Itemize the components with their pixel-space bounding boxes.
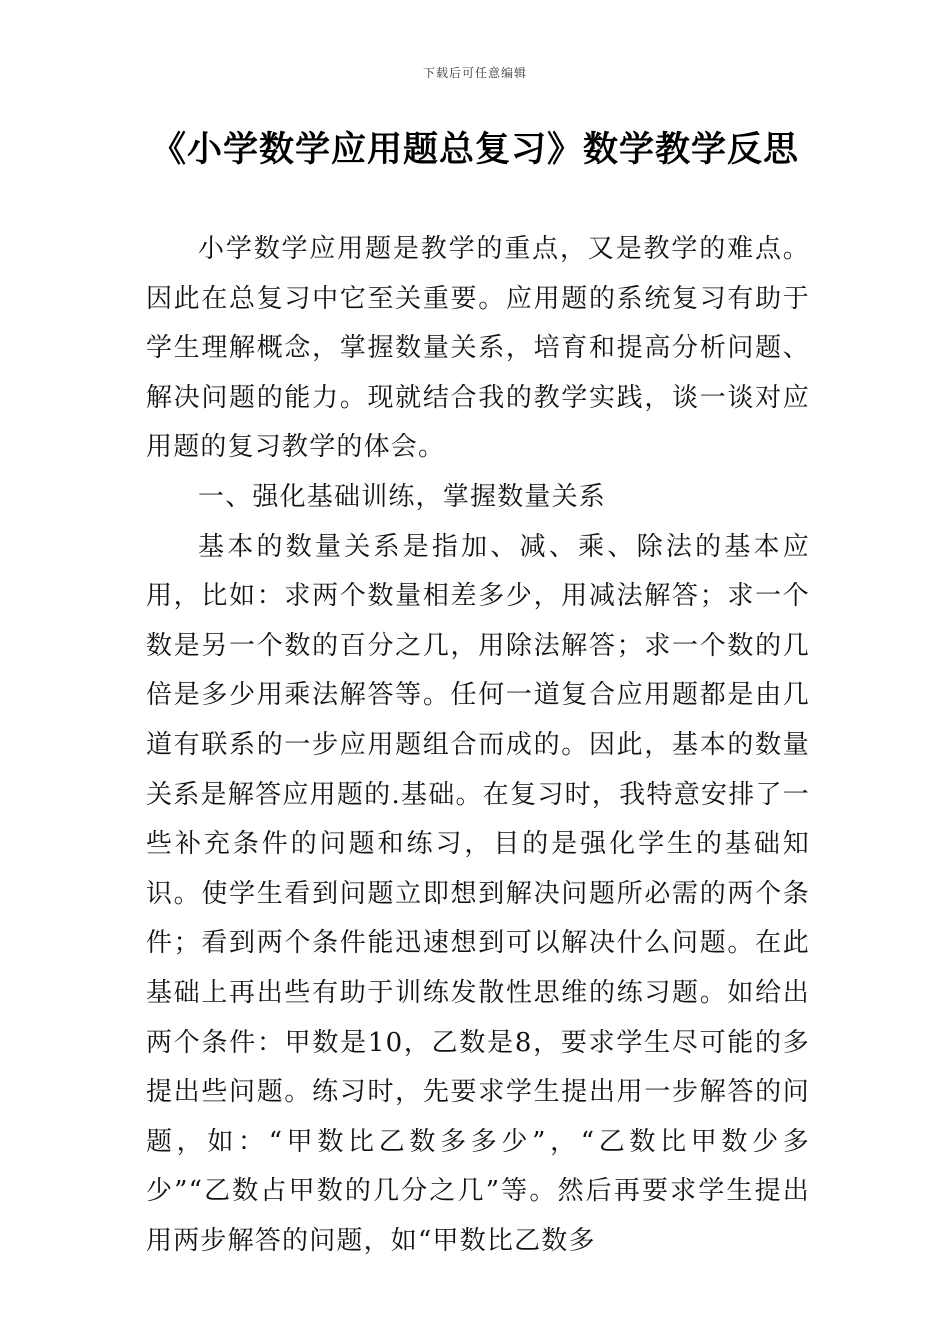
section-heading-1: 一、强化基础训练，掌握数量关系	[198, 481, 607, 512]
document-body	[146, 225, 810, 1266]
document-title: 《小学数学应用题总复习》数学教学反思	[150, 130, 799, 170]
header-note: 下载后可任意编辑	[422, 66, 527, 80]
paragraph-section-1: 基本的数量关系是指加、减、乘、除法的基本应用，比如：求两个数量相差多少，用减法解答；求一个数是另一个数的百分之几，用除法解答；求一个数的几倍是多少用乘法解答等。任何一道复合应用题都是由几道有联系的一步应用题组合而成的。因此，基本的数量关系是解答应用题的.基础。在复习时，我特意安排了一些补充条件的问题和练习，目的是强化学生的基础知识。使学生看到问题立即想到解决问题所必需的两个条件；看到两个条件能迅速想到可以解决什么问题。在此基础上再出些有助于训练发散性思维的练习题。如给出两个条件：甲数是10，乙数是8，要求学生尽可能的多提出些问题。练习时，先要求学生提出用一步解答的问题，如：“甲数比乙数多多少”，“乙数比甲数少多少”“乙数占甲数的几分之几”等。然后再要求学生提出用两步解答的问题，如“甲数比乙数多	[146, 531, 810, 1256]
paragraph-intro: 小学数学应用题是教学的重点，又是教学的难点。因此在总复习中它至关重要。应用题的系统复习有助于学生理解概念，掌握数量关系，培育和提高分析问题、解决问题的能力。现就结合我的教学实践，谈一谈对应用题的复习教学的体会。	[146, 234, 810, 463]
